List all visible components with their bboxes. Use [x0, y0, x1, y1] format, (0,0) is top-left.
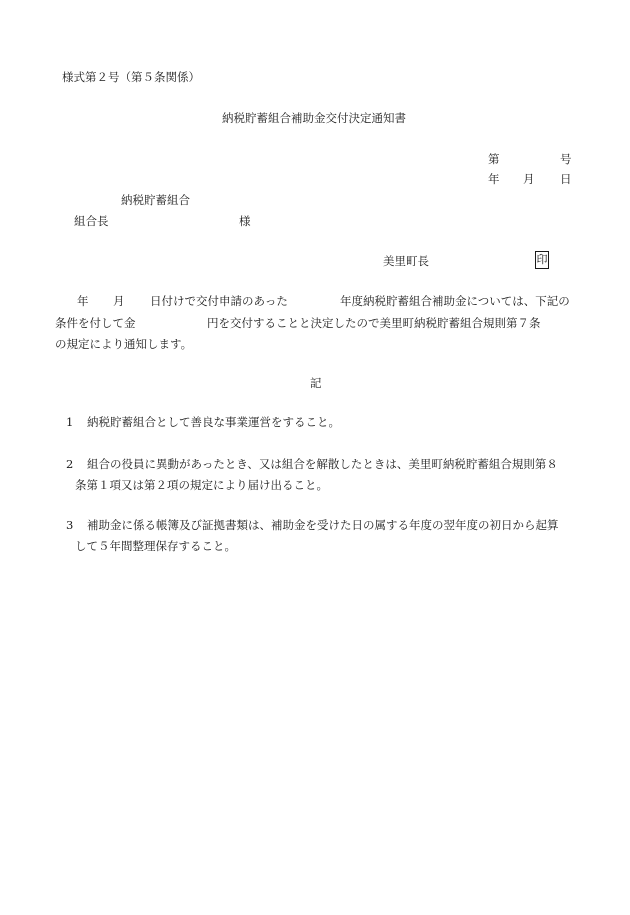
- date-day: 日: [560, 172, 572, 186]
- body-line1-a: 日付けで交付申請のあった: [150, 294, 288, 308]
- ki-marker: 記: [310, 376, 322, 390]
- body-line1-b: 年度納税貯蓄組合補助金については、下記の: [340, 294, 570, 308]
- condition-2-line2: 条第１項又は第２項の規定により届け出ること。: [75, 478, 328, 492]
- condition-2-line1: 組合の役員に異動があったとき、又は組合を解散したときは、美里町納税貯蓄組合規則第８: [87, 457, 558, 471]
- number-go: 号: [560, 152, 572, 166]
- sender-title: 美里町長: [383, 254, 429, 268]
- body-month: 月: [113, 294, 125, 308]
- form-label: 様式第２号（第５条関係）: [62, 70, 200, 84]
- body-line2-b: 円を交付することと決定したので美里町納税貯蓄組合規則第７条: [207, 316, 541, 330]
- condition-3-line2: して５年間整理保存すること。: [75, 539, 236, 553]
- recipient-chief: 組合長: [74, 214, 109, 228]
- number-dai: 第: [488, 152, 500, 166]
- seal-mark: [535, 251, 549, 269]
- condition-3-line1: 補助金に係る帳簿及び証拠書類は、補助金を受けた日の属する年度の翌年度の初日から起算: [87, 518, 559, 532]
- date-month: 月: [523, 172, 535, 186]
- body-line2-a: 条件を付して金: [55, 316, 136, 330]
- body-line3: の規定により通知します。: [55, 337, 193, 351]
- condition-2-num: 2: [66, 457, 74, 471]
- condition-3-num: 3: [66, 518, 74, 532]
- recipient-association: 納税貯蓄組合: [121, 193, 190, 207]
- condition-1-num: 1: [66, 415, 74, 429]
- recipient-sama: 様: [239, 214, 251, 228]
- condition-1-line1: 納税貯蓄組合として善良な事業運営をすること。: [87, 415, 340, 429]
- date-year: 年: [488, 172, 500, 186]
- body-year: 年: [77, 294, 89, 308]
- seal-char: 印: [535, 251, 549, 269]
- document-title: 納税貯蓄組合補助金交付決定通知書: [222, 111, 406, 125]
